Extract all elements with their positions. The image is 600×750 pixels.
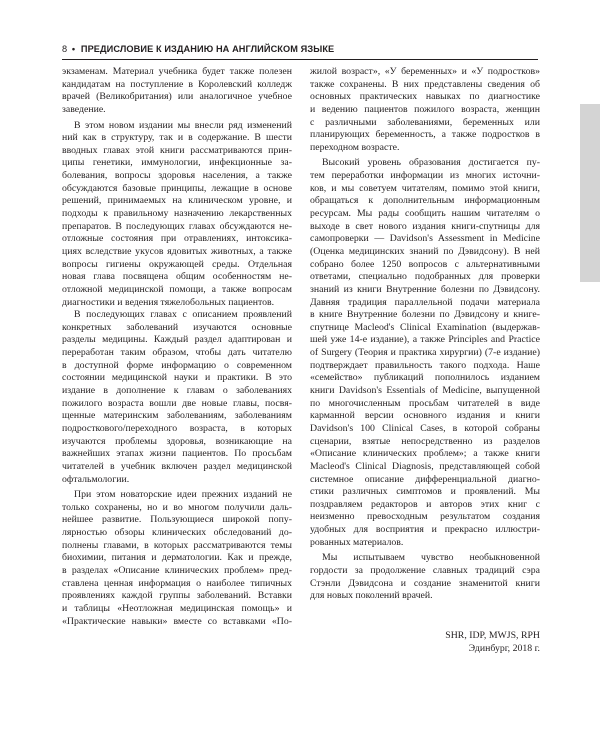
text-line: В этом новом издании мы внесли ряд изменений <box>74 119 292 131</box>
text-line: циях вследствие укусов ядовитых животных, а также <box>62 245 292 257</box>
text-line: сценарии, взятые непосредственно из разделов <box>310 435 540 447</box>
text-line: биохимии, питания и дерматологии. Как и прежде, <box>62 552 292 564</box>
text-line: и таблицы «Неотложная медицинская помощь» и <box>62 602 292 614</box>
text-line: заведение. <box>62 103 106 115</box>
text-line: решений, принимаемых на клиническом уровне, и <box>62 195 292 207</box>
header-bullet: • <box>71 44 76 54</box>
text-line: «семейство» публикаций пополнилось изданием <box>310 372 540 384</box>
text-line: Давняя традиция параллельной подачи материала <box>310 296 540 308</box>
text-line: самопроверки — Davidson's Assessment in Medicine <box>310 233 540 245</box>
text-line: только сохранены, но и во многом получили даль- <box>62 501 292 513</box>
text-line: кандидатам на поступление в Королевский колледж <box>62 78 292 90</box>
text-line: поздравляем редакторов и авторов этих книг с <box>310 498 540 510</box>
text-line: of Surgery (Теория и практика хирургии) (7-е издание) <box>310 347 540 359</box>
text-line: ний как в структуру, так и в содержание. В шести <box>62 132 292 144</box>
text-line: знаний из книги Внутренние болезни по Дэвидсону. <box>310 283 540 295</box>
text-line: При этом новаторские идеи прежних изданий не <box>74 489 292 501</box>
right-column <box>310 66 540 603</box>
text-line: с различными заболеваниями, беременных или <box>310 116 540 128</box>
text-line: состоянии медицинской науки и практики. В это <box>62 372 292 384</box>
text-line: жилой возраст», «У беременных» и «У подростков» <box>310 66 540 77</box>
text-line: новая глава посвящена общим особенностям не- <box>62 271 292 283</box>
text-line: по многочисленным просьбам читателей в виде <box>310 397 540 409</box>
text-line: полнены главами, в которых рассматриваются темы <box>62 539 292 551</box>
text-line: обсуждаются базовые принципы, лежащие в основе <box>62 182 292 194</box>
text-line: переработан таким образом, чтобы дать читателю <box>62 347 292 359</box>
text-line: Мы испытываем чувство необыкновенной <box>322 552 540 564</box>
text-line: изучаются проблемы здоровья, возникающие на <box>62 435 292 447</box>
text-line: подтверждает правильность такого подхода. Наше <box>310 359 540 371</box>
text-line: ресурсам. Мы рады сообщить нашим читателям о <box>310 208 540 220</box>
text-line: вводных главах этой книги рассматриваются прин- <box>62 144 292 156</box>
text-line: экзаменам. Материал учебника будет также полезен <box>62 66 292 77</box>
text-line: ков, и мы советуем читателям, помимо этой книги, <box>310 182 540 194</box>
text-line: спутнице Macleod's Clinical Examination (выдержав- <box>310 321 540 333</box>
text-line: для новых поколений врачей. <box>310 590 433 602</box>
signature-place-date: Эдинбург, 2018 г. <box>468 643 540 654</box>
text-line: рованных материалов. <box>310 536 404 548</box>
text-line: проявлениях каждой группы заболеваний. Вставки <box>62 590 292 602</box>
text-line: вопросы гигиены окружающей среды. Отдельная <box>62 258 292 270</box>
text-line: шей уже 14-е издание), а также Principles and Practice <box>310 334 540 346</box>
text-line: ципы генетики, иммунологии, инфекционные за- <box>62 157 292 169</box>
text-line: Высокий уровень образования достигается пу- <box>322 157 540 169</box>
text-line: подходы к правильному назначению лекарственных <box>62 208 292 220</box>
text-line: ставлена ценная информация о наиболее типичных <box>62 577 292 589</box>
text-line: также сохранены. В них представлены сведения об <box>310 78 540 90</box>
text-line: диагностики и ведения тяжелобольных пациентов. <box>62 296 275 308</box>
text-line: препаратов. В последующих главах обсуждаются не- <box>62 220 292 232</box>
page-number: 8 <box>62 44 68 54</box>
text-line: неизменно превосходным результатом создания <box>310 511 540 523</box>
text-line: обращаться к дополнительным информационным <box>310 195 540 207</box>
text-line: книги Davidson's Essentials of Medicine, выпущенной <box>310 385 540 397</box>
text-line: офтальмологии. <box>62 473 130 485</box>
text-line: пожилого возраста вошли две новые главы, посвя- <box>62 397 292 409</box>
text-line: гордости за продолжение славных традиций сэра <box>310 564 540 576</box>
text-line: (Оценка медицинских знаний по Дэвидсону). В ней <box>310 245 540 257</box>
text-line: системное описание дифференциальной диагно- <box>310 473 540 485</box>
text-line: собрано более 1250 вопросов с альтернативными <box>310 258 540 270</box>
chapter-title: ПРЕДИСЛОВИЕ К ИЗДАНИЮ НА АНГЛИЙСКОМ ЯЗЫКЕ <box>80 44 335 54</box>
text-line: отложной медицинской помощи, а также вопросам <box>62 283 292 295</box>
text-line: В последующих главах с описанием проявлений <box>74 309 292 321</box>
text-line: разделы медицины. Каждый раздел адаптирован и <box>62 334 292 346</box>
text-line: Davidson's 100 Clinical Cases, в которой собраны <box>310 422 540 434</box>
text-line: карманной версии основного издания и книги <box>310 410 540 422</box>
text-line: Стэнли Дэвидсона и создание знаменитой книги <box>310 577 540 589</box>
text-line: ответами, специально подобранных для проверки <box>310 271 540 283</box>
text-line: Macleod's Clinical Diagnosis, представляющей собой <box>310 460 540 472</box>
text-line: конкретных заболеваний изучаются основные <box>62 321 292 333</box>
header-rule <box>62 59 538 60</box>
text-line: лярностью обзоры клинических обследований до- <box>62 527 292 539</box>
text-line: удобных для восприятия и прекрасно иллюстри- <box>310 524 540 536</box>
text-line: в книге Внутренние болезни по Дэвидсону и книге- <box>310 309 540 321</box>
text-line: переходном возрасте. <box>310 141 400 153</box>
text-line: издание в дополнение к главам о заболеваниях <box>62 385 292 397</box>
text-line: важнейших этапах жизни пациентов. По просьбам <box>62 448 292 460</box>
text-line: «Практические навыки» вместе со вставками «По- <box>62 615 292 627</box>
text-line: «Описание клинических проблем»; а также книги <box>310 448 540 460</box>
text-line: стики различных симптомов и проявлений. Мы <box>310 486 540 498</box>
text-line: читателей в учебник включен раздел медицинской <box>62 460 292 472</box>
text-line: отложные состояния при отравлениях, интоксика- <box>62 233 292 245</box>
left-column <box>62 66 292 628</box>
text-line: и ведению пациентов пожилого возраста, женщин <box>310 103 540 115</box>
text-line: выходе в свет нового издания книги-спутницы для <box>310 220 540 232</box>
text-line: в разделах «Описание клинических проблем» пред- <box>62 564 292 576</box>
text-line: врачей (Великобритания) или аналогичное учебное <box>62 91 292 103</box>
running-header <box>62 44 538 54</box>
text-line: подросткового/переходного возраста, в которых <box>62 422 292 434</box>
text-line: в доступной форме информацию о современном <box>62 359 292 371</box>
text-line: щенные материнским заболеваниям, заболеваниям <box>62 410 292 422</box>
signature-authors: SHR, IDP, MWJS, RPH <box>445 630 540 641</box>
text-line: тем переработки информации из многих источни- <box>310 170 540 182</box>
text-line: болевания, вопросы здоровья населения, а также <box>62 170 292 182</box>
text-line: нейшее развитие. Пользующиеся широкой попу- <box>62 514 292 526</box>
text-line: основных практических навыках по диагностике <box>310 91 540 103</box>
text-line: планирующих беременность, а также подростков в <box>310 129 540 141</box>
thumb-index-tab <box>580 104 600 282</box>
